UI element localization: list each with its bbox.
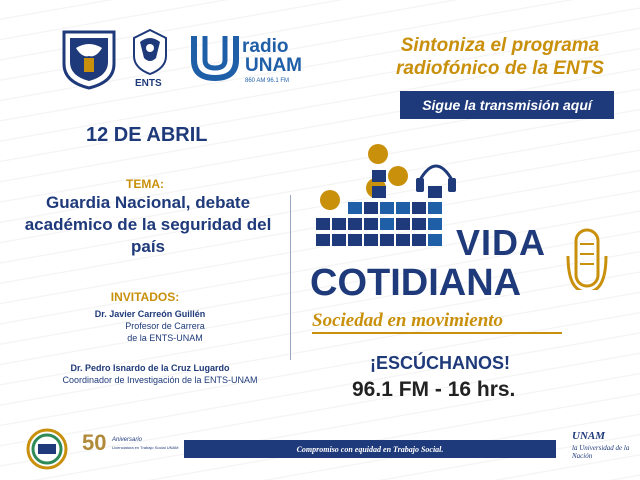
footer-slogan-bar xyxy=(184,440,556,458)
ents-logo-caption: ENTS xyxy=(135,78,162,89)
vertical-divider xyxy=(290,195,291,360)
program-title-line1: VIDA xyxy=(456,222,547,263)
unam-shield-icon xyxy=(58,28,120,95)
anniversary-number: 50 xyxy=(82,430,107,455)
watch-stream-button[interactable]: Sigue la transmisión aquí xyxy=(400,91,614,119)
guest-1-role: Profesor de Carrera de la ENTS-UNAM xyxy=(125,321,205,343)
event-date: 12 DE ABRIL xyxy=(86,124,208,146)
anniversary-word: Aniversario xyxy=(112,437,143,443)
radio-logo-word: radio xyxy=(242,36,289,57)
topic-text: Guardia Nacional, debate académico de la seguridad del país xyxy=(24,193,272,256)
radio-unam-logo-icon xyxy=(190,32,240,87)
guest-2-role: Coordinador de Investigación de la ENTS-UNAM xyxy=(62,375,258,385)
unam-signature: UNAM xyxy=(572,430,606,442)
footer-slogan: Compromiso con equidad en Trabajo Social. xyxy=(296,444,444,454)
guests-label: INVITADOS: xyxy=(110,290,180,304)
topic-label: TEMA: xyxy=(126,177,164,191)
radio-logo-frequencies: 860 AM 96.1 FM xyxy=(245,78,290,84)
headline: Sintoniza el programa radiofónico de la ENTS xyxy=(396,35,604,79)
program-title-line2: COTIDIANA xyxy=(310,262,522,304)
program-subtitle: Sociedad en movimiento xyxy=(312,310,504,331)
class-badge-icon xyxy=(26,428,68,475)
anniversary-caption: Licenciatura en Trabajo Social UNAM xyxy=(112,445,179,450)
guest-1-name: Dr. Javier Carreón Guillén xyxy=(94,309,206,319)
listen-callout: ¡ESCÚCHANOS! xyxy=(370,353,511,373)
radio-logo-org: UNAM xyxy=(245,55,302,76)
guest-2-name: Dr. Pedro Isnardo de la Cruz Lugardo xyxy=(70,363,230,373)
ents-shield-icon xyxy=(130,28,170,81)
program-underline xyxy=(312,332,562,334)
unam-motto: la Universidad de la Nación xyxy=(572,444,630,460)
broadcast-schedule: 96.1 FM - 16 hrs. xyxy=(352,378,516,401)
